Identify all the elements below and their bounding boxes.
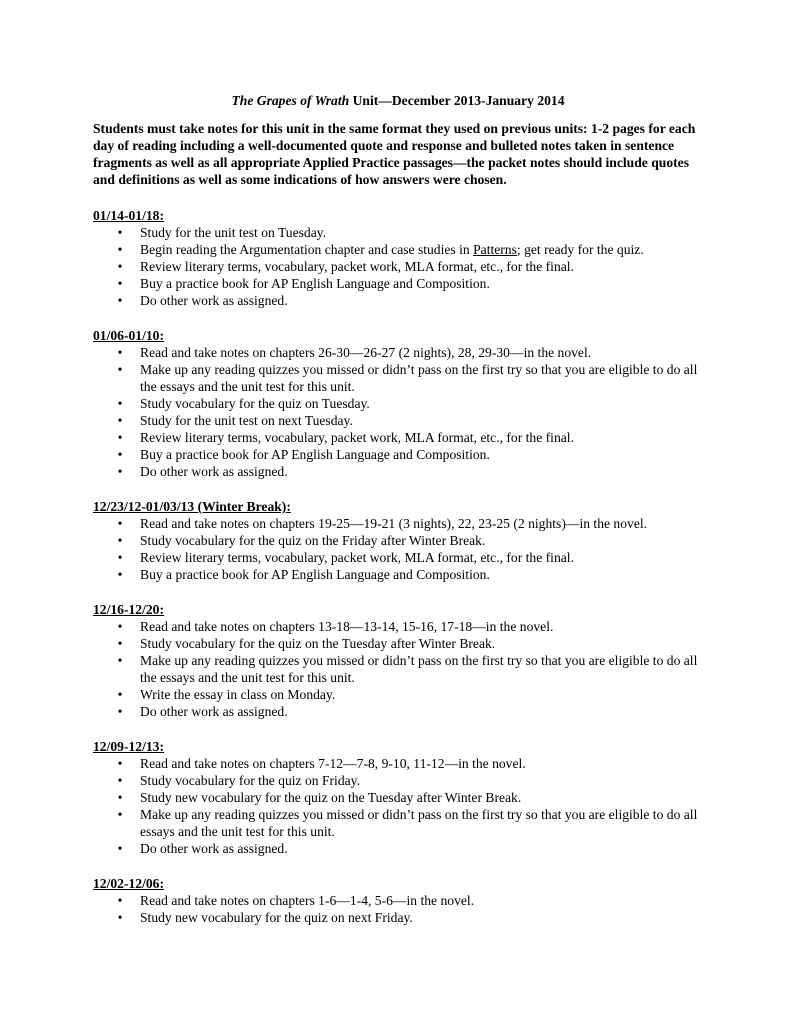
- task-text: Study new vocabulary for the quiz on the Tuesday after Winter Break.: [140, 790, 522, 805]
- task-text: Study vocabulary for the quiz on the Tuesday after Winter Break.: [140, 636, 496, 651]
- task-item: [93, 635, 703, 652]
- task-item: [93, 686, 703, 703]
- task-text: Write the essay in class on Monday.: [140, 687, 336, 702]
- task-item: [93, 361, 703, 395]
- task-text: Review literary terms, vocabulary, packet work, MLA format, etc., for the final.: [140, 259, 574, 274]
- task-text: Begin reading the Argumentation chapter and case studies in: [140, 242, 474, 257]
- task-item: [93, 275, 703, 292]
- bullet-icon: •: [117, 841, 123, 856]
- week-date-range: 12/16-12/20: [93, 602, 160, 617]
- week-date-range: 12/02-12/06: [93, 876, 160, 891]
- week-section: [93, 327, 703, 480]
- task-text-continued: ; get ready for the quiz.: [516, 242, 644, 257]
- task-list: [93, 892, 703, 926]
- week-heading: [93, 207, 703, 224]
- task-text: Read and take notes on chapters 7-12—7-8, 9-10, 11-12—in the novel.: [140, 756, 526, 771]
- task-item: [93, 292, 703, 309]
- task-item: [93, 566, 703, 583]
- task-text: Study for the unit test on next Tuesday.: [140, 413, 353, 428]
- task-item: [93, 549, 703, 566]
- week-section: [93, 875, 703, 926]
- week-section: [93, 601, 703, 720]
- task-text: Buy a practice book for AP English Language and Composition.: [140, 567, 490, 582]
- task-list: [93, 224, 703, 309]
- bullet-icon: •: [117, 910, 123, 925]
- bullet-icon: •: [117, 516, 123, 531]
- task-item: [93, 395, 703, 412]
- bullet-icon: •: [117, 687, 123, 702]
- week-heading-colon: :: [159, 876, 164, 891]
- task-text: Read and take notes on chapters 1-6—1-4, 5-6—in the novel.: [140, 893, 475, 908]
- task-text: Make up any reading quizzes you missed or didn’t pass on the first try so that you are eligible to do all essays and the unit test for this unit.: [140, 807, 698, 839]
- bullet-icon: •: [117, 653, 123, 668]
- week-heading-colon: :: [159, 739, 164, 754]
- bullet-icon: •: [117, 276, 123, 291]
- bullet-icon: •: [117, 413, 123, 428]
- bullet-icon: •: [117, 293, 123, 308]
- task-text: Study for the unit test on Tuesday.: [140, 225, 327, 240]
- task-text: Make up any reading quizzes you missed or didn’t pass on the first try so that you are eligible to do all the essays and the unit test for this unit.: [140, 362, 698, 394]
- task-text: Do other work as assigned.: [140, 293, 288, 308]
- bullet-icon: •: [117, 225, 123, 240]
- task-text: Study new vocabulary for the quiz on next Friday.: [140, 910, 413, 925]
- task-item: [93, 515, 703, 532]
- task-text: Read and take notes on chapters 19-25—19-21 (3 nights), 22, 23-25 (2 nights)—in the novel.: [140, 516, 648, 531]
- document-title: [93, 92, 703, 110]
- task-text: Do other work as assigned.: [140, 704, 288, 719]
- bullet-icon: •: [117, 550, 123, 565]
- task-text: Make up any reading quizzes you missed or didn’t pass on the first try so that you are eligible to do all the essays and the unit test for this unit.: [140, 653, 698, 685]
- task-item: [93, 789, 703, 806]
- bullet-icon: •: [117, 704, 123, 719]
- week-heading-colon: :: [159, 328, 164, 343]
- week-heading-colon: :: [159, 208, 164, 223]
- bullet-icon: •: [117, 464, 123, 479]
- bullet-icon: •: [117, 447, 123, 462]
- week-heading: [93, 498, 703, 515]
- task-item: [93, 344, 703, 361]
- task-item: [93, 652, 703, 686]
- task-text: Review literary terms, vocabulary, packet work, MLA format, etc., for the final.: [140, 430, 574, 445]
- bullet-icon: •: [117, 790, 123, 805]
- task-text: Study vocabulary for the quiz on Tuesday.: [140, 396, 370, 411]
- task-item: [93, 532, 703, 549]
- bullet-icon: •: [117, 259, 123, 274]
- task-item: [93, 703, 703, 720]
- task-text: Buy a practice book for AP English Language and Composition.: [140, 276, 490, 291]
- task-item: [93, 840, 703, 857]
- bullet-icon: •: [117, 807, 123, 822]
- task-item: [93, 618, 703, 635]
- week-date-range: 01/14-01/18: [93, 208, 160, 223]
- week-date-range: 01/06-01/10: [93, 328, 160, 343]
- title-rest: Unit—December 2013-January 2014: [349, 93, 565, 108]
- week-date-range: 12/23/12-01/03/13 (Winter Break): [93, 499, 287, 514]
- task-item: [93, 909, 703, 926]
- task-item: [93, 429, 703, 446]
- bullet-icon: •: [117, 756, 123, 771]
- bullet-icon: •: [117, 636, 123, 651]
- weekly-schedule: [93, 207, 703, 926]
- book-title-underlined: Patterns: [473, 242, 517, 257]
- task-list: [93, 755, 703, 857]
- task-item: [93, 241, 703, 258]
- week-section: [93, 738, 703, 857]
- task-item: [93, 463, 703, 480]
- document-page: [93, 92, 703, 944]
- instructions-paragraph: Students must take notes for this unit in the same format they used on previous units: 1-2 pages for each day of reading including a well-documented quote and response and bulleted notes taken in sentence fragments as well as all appropriate Applied Practice passages—the packet notes should include quotes and definitions as well as some indications of how answers were chosen.: [93, 121, 696, 187]
- task-list: [93, 618, 703, 720]
- task-text: Read and take notes on chapters 26-30—26-27 (2 nights), 28, 29-30—in the novel.: [140, 345, 592, 360]
- book-title: The Grapes of Wrath: [231, 93, 350, 108]
- week-heading: [93, 327, 703, 344]
- task-item: [93, 806, 703, 840]
- task-text: Study vocabulary for the quiz on Friday.: [140, 773, 360, 788]
- week-heading-colon: :: [159, 602, 164, 617]
- bullet-icon: •: [117, 362, 123, 377]
- week-heading-colon: :: [286, 499, 291, 514]
- task-item: [93, 412, 703, 429]
- bullet-icon: •: [117, 567, 123, 582]
- bullet-icon: •: [117, 533, 123, 548]
- week-date-range: 12/09-12/13: [93, 739, 160, 754]
- bullet-icon: •: [117, 242, 123, 257]
- bullet-icon: •: [117, 430, 123, 445]
- week-section: [93, 498, 703, 583]
- task-text: Read and take notes on chapters 13-18—13-14, 15-16, 17-18—in the novel.: [140, 619, 554, 634]
- task-item: [93, 258, 703, 275]
- bullet-icon: •: [117, 619, 123, 634]
- bullet-icon: •: [117, 345, 123, 360]
- task-text: Study vocabulary for the quiz on the Friday after Winter Break.: [140, 533, 486, 548]
- task-text: Do other work as assigned.: [140, 464, 288, 479]
- task-text: Buy a practice book for AP English Language and Composition.: [140, 447, 490, 462]
- task-item: [93, 772, 703, 789]
- bullet-icon: •: [117, 773, 123, 788]
- week-section: [93, 207, 703, 309]
- bullet-icon: •: [117, 893, 123, 908]
- week-heading: [93, 875, 703, 892]
- task-list: [93, 515, 703, 583]
- task-item: [93, 446, 703, 463]
- task-text: Review literary terms, vocabulary, packet work, MLA format, etc., for the final.: [140, 550, 574, 565]
- bullet-icon: •: [117, 396, 123, 411]
- task-item: [93, 755, 703, 772]
- task-item: [93, 224, 703, 241]
- task-text: Do other work as assigned.: [140, 841, 288, 856]
- task-item: [93, 892, 703, 909]
- week-heading: [93, 601, 703, 618]
- week-heading: [93, 738, 703, 755]
- task-list: [93, 344, 703, 480]
